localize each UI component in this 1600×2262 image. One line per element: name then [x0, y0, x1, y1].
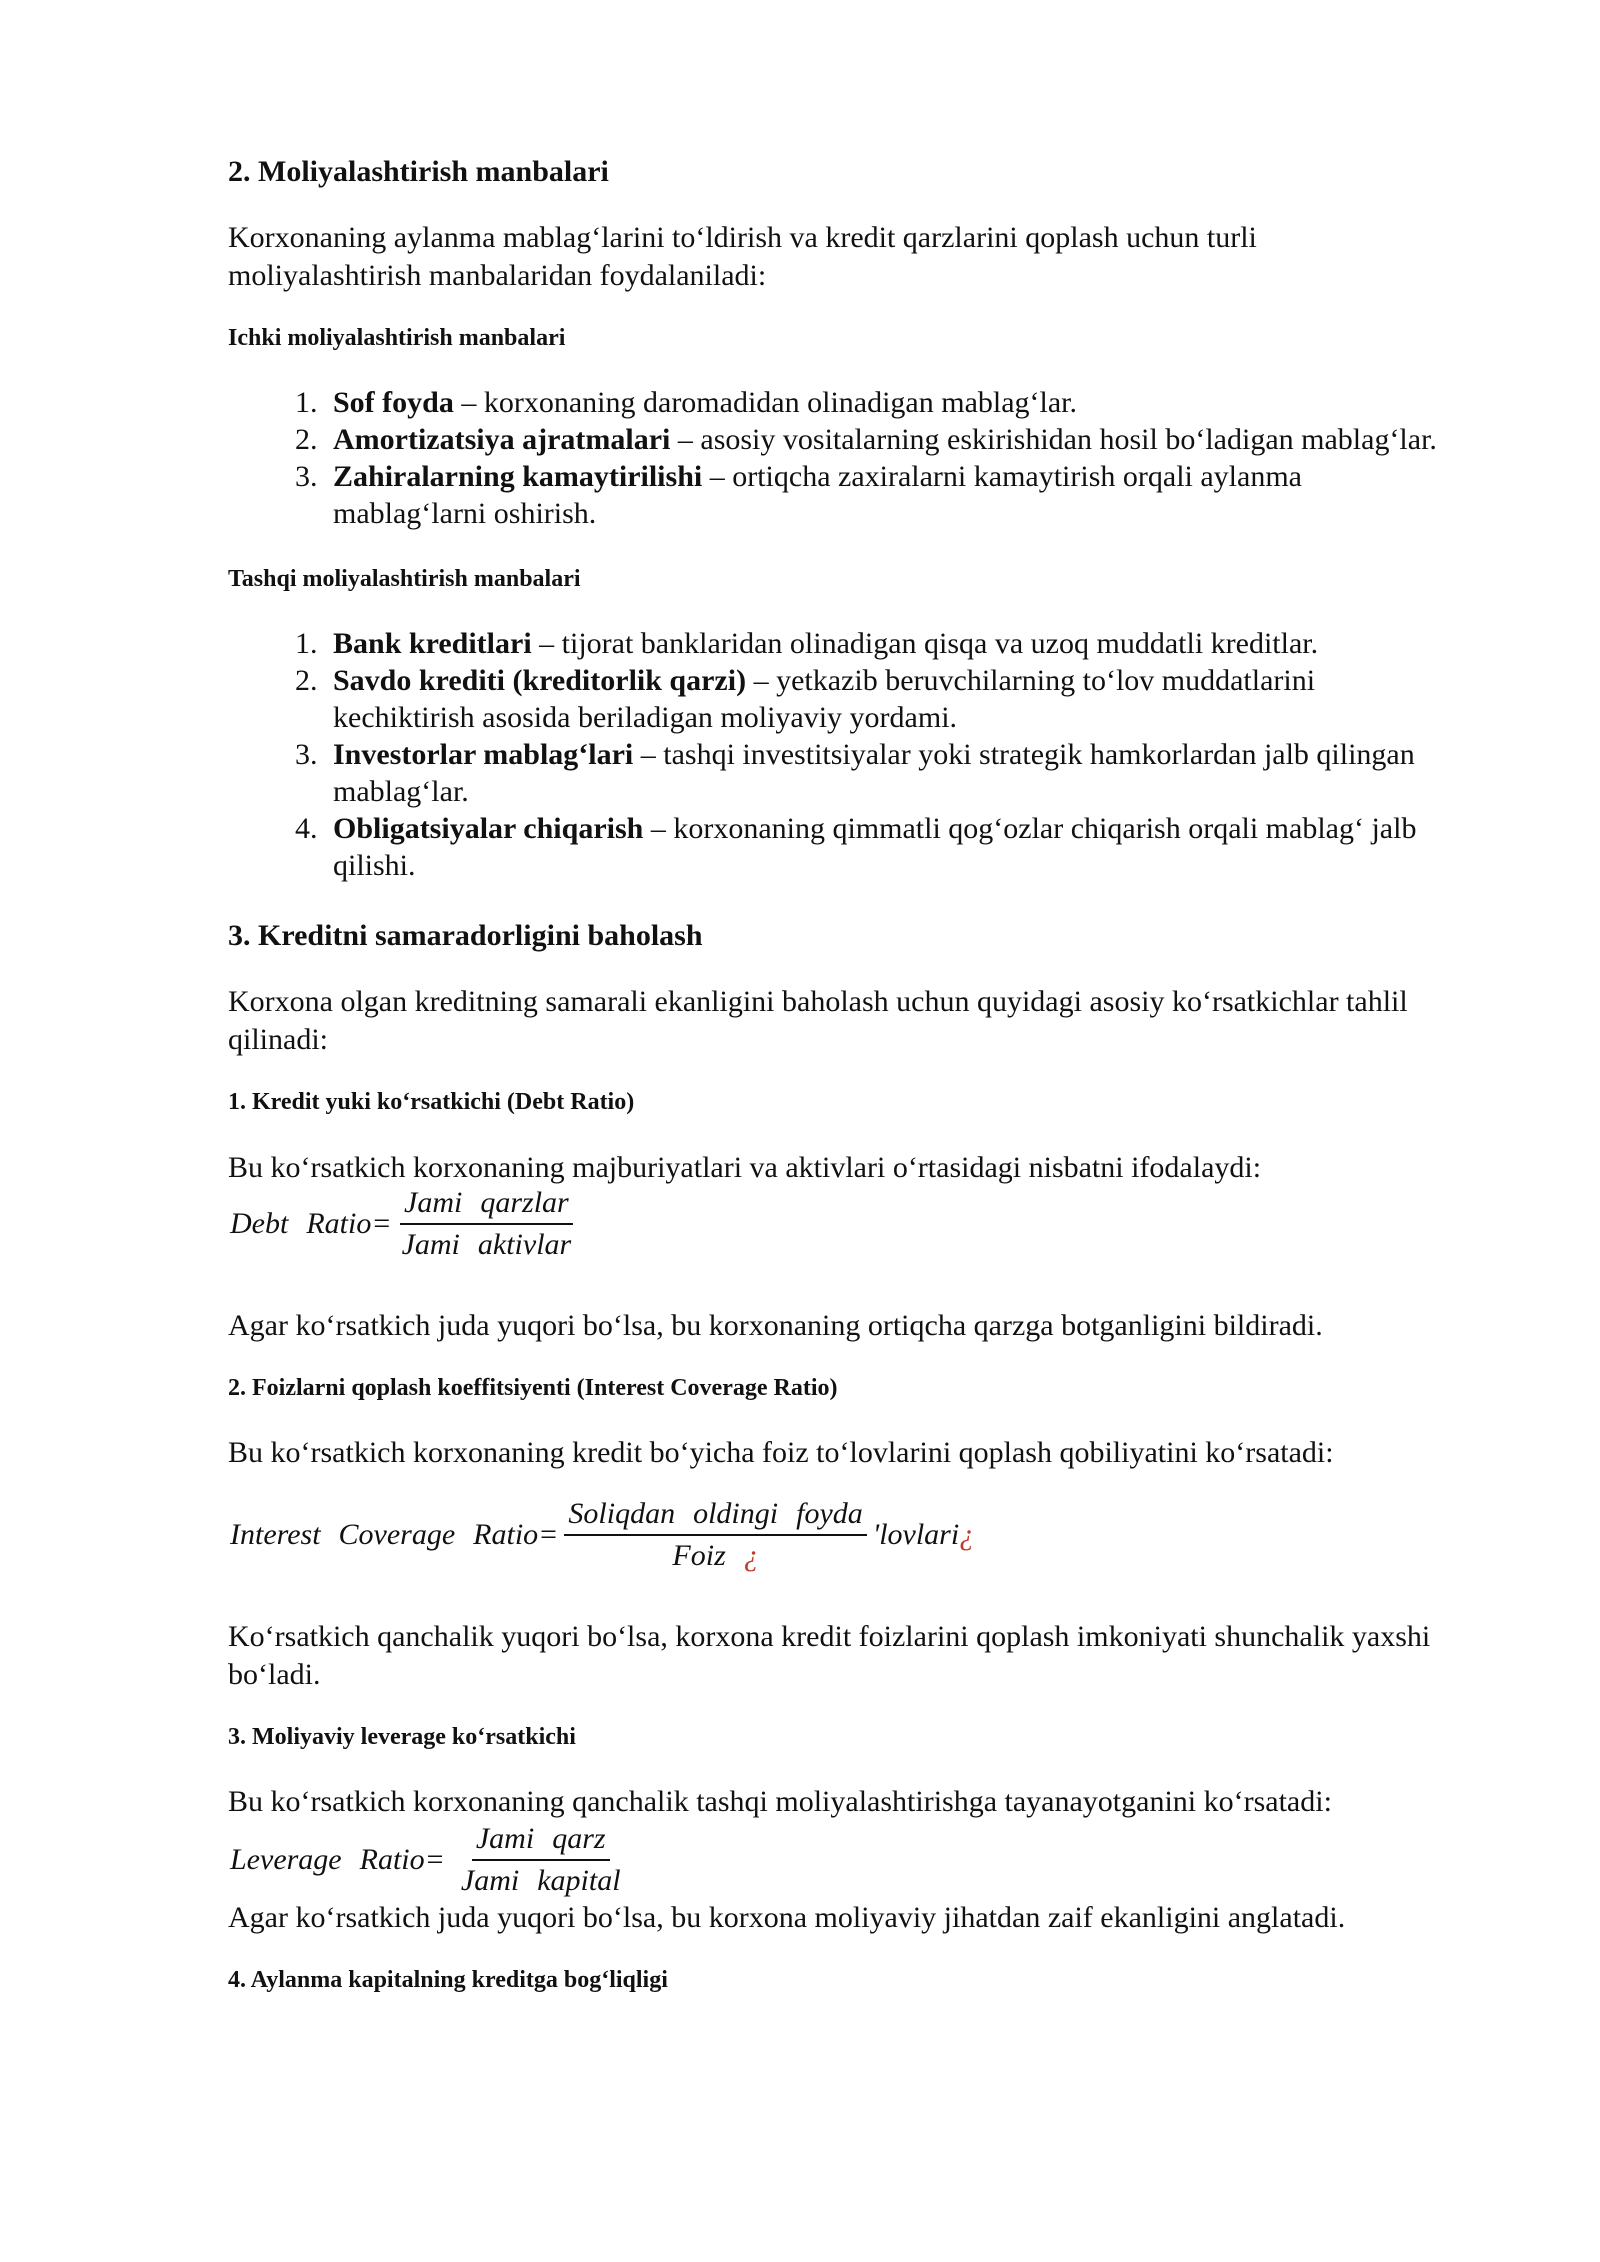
external-sources-list: [228, 625, 1443, 884]
section-3-intro: Korxona olgan kreditning samarali ekanligini baholash uchun quyidagi asosiy ko‘rsatkichlar tahlil qilinadi:: [228, 985, 1408, 1057]
debt-ratio-text: Bu ko‘rsatkich korxonaning majburiyatlari va aktivlari o‘rtasidagi nisbatni ifodalaydi:: [228, 1150, 1262, 1184]
leverage-formula: [230, 1821, 1443, 1899]
formula-denominator: [398, 1225, 576, 1263]
list-item-term: Obligatsiyalar chiqarish: [333, 812, 644, 846]
section-2-title: 2. Moliyalashtirish manbalari: [228, 155, 609, 188]
list-item-desc: – yetkazib beruvchilarning to‘lov muddatlarini kechiktirish asosida beriladigan moliyaviy yordami.: [333, 664, 1316, 735]
interest-coverage-title: 2. Foizlarni qoplash koeffitsiyenti (Interest Coverage Ratio): [228, 1374, 838, 1401]
formula-fraction: [398, 1185, 576, 1263]
formula-term: Jami: [460, 1863, 520, 1897]
list-item: [325, 384, 1443, 421]
formula-equals: =: [371, 1206, 392, 1240]
formula-term: kapital: [537, 1863, 621, 1897]
formula-tail: ¿: [959, 1517, 975, 1551]
interest-coverage-text: Bu ko‘rsatkich korxonaning kredit bo‘yicha foiz to‘lovlarini qoplash qobiliyatini ko‘rsatadi:: [228, 1435, 1334, 1469]
list-item: [325, 458, 1443, 532]
list-item-term: Bank kreditlari: [333, 627, 532, 661]
formula-term: qarz: [552, 1821, 606, 1855]
list-item-term: Investorlar mablag‘lari: [333, 738, 634, 772]
formula-equals: =: [424, 1842, 445, 1876]
formula-term: Soliqdan: [568, 1496, 676, 1530]
debt-ratio-note: Agar ko‘rsatkich juda yuqori bo‘lsa, bu korxonaning ortiqcha qarzga botganligini bildiradi.: [228, 1308, 1323, 1342]
formula-equals: =: [538, 1517, 559, 1551]
list-item-desc: – korxonaning qimmatli qog‘ozlar chiqarish orqali mablag‘ jalb qilishi.: [333, 812, 1417, 883]
formula-term: ¿: [743, 1538, 759, 1572]
formula-tail: ': [872, 1517, 880, 1551]
internal-sources-list: [228, 384, 1443, 532]
list-item: [325, 662, 1443, 736]
formula-numerator: [564, 1496, 866, 1536]
list-item: [325, 736, 1443, 810]
formula-lhs: Debt: [230, 1206, 289, 1240]
list-item: [325, 810, 1443, 884]
formula-term: Jami: [404, 1185, 463, 1219]
formula-term: foyda: [796, 1496, 863, 1530]
list-item-desc: – tashqi investitsiyalar yoki strategik hamkorlardan jalb qilingan mablag‘lar.: [333, 738, 1415, 809]
interest-coverage-note: Ko‘rsatkich qanchalik yuqori bo‘lsa, korxona kredit foizlarini qoplash imkoniyati shunchalik yaxshi bo‘ladi.: [228, 1619, 1431, 1691]
internal-sources-title: Ichki moliyalashtirish manbalari: [228, 325, 566, 351]
list-item-desc: – korxonaning daromadidan olinadigan mablag‘lar.: [453, 386, 1078, 420]
formula-numerator: [400, 1185, 573, 1225]
list-item-term: Sof foyda: [333, 386, 454, 420]
debt-ratio-title: 1. Kredit yuki ko‘rsatkichi (Debt Ratio): [228, 1089, 635, 1116]
formula-fraction: [457, 1821, 625, 1899]
formula-lhs: Ratio: [473, 1517, 539, 1551]
list-item-term: Zahiralarning kamaytirilishi: [333, 460, 703, 494]
formula-term: Jami: [401, 1227, 460, 1261]
formula-term: oldingi: [693, 1496, 779, 1530]
list-item-desc: – asosiy vositalarning eskirishidan hosil bo‘ladigan mablag‘lar.: [670, 423, 1437, 457]
formula-lhs: Coverage: [338, 1517, 456, 1551]
list-item-term: Amortizatsiya ajratmalari: [333, 423, 671, 457]
document-page: [228, 140, 1443, 2026]
formula-lhs: Leverage: [230, 1842, 342, 1876]
formula-term: Jami: [475, 1821, 535, 1855]
formula-fraction: [564, 1496, 866, 1574]
formula-lhs: Ratio: [306, 1206, 372, 1240]
debt-ratio-formula: [230, 1185, 1443, 1263]
formula-denominator: [457, 1861, 625, 1899]
leverage-note: Agar ko‘rsatkich juda yuqori bo‘lsa, bu korxona moliyaviy jihatdan zaif ekanligini anglatadi.: [228, 1900, 1346, 1934]
leverage-title: 3. Moliyaviy leverage ko‘rsatkichi: [228, 1723, 576, 1750]
section-2-intro: Korxonaning aylanma mablag‘larini to‘ldirish va kredit qarzlarini qoplash uchun turli moliyalashtirish manbalaridan foydalaniladi:: [228, 221, 1257, 292]
formula-denominator: [668, 1536, 762, 1574]
formula-term: Foiz: [672, 1538, 726, 1572]
working-capital-title: 4. Aylanma kapitalning kreditga bog‘liqligi: [228, 1966, 668, 1993]
leverage-text: Bu ko‘rsatkich korxonaning qanchalik tashqi moliyalashtirishga tayanayotganini ko‘rsatadi:: [228, 1784, 1332, 1818]
list-item-term: Savdo krediti (kreditorlik qarzi): [333, 664, 747, 698]
list-item: [325, 625, 1443, 662]
interest-coverage-formula: [230, 1496, 1443, 1574]
section-3-title: 3. Kreditni samaradorligini baholash: [228, 919, 703, 953]
external-sources-title: Tashqi moliyalashtirish manbalari: [228, 566, 581, 593]
formula-numerator: [472, 1821, 610, 1861]
formula-lhs: Ratio: [359, 1842, 425, 1876]
formula-term: qarzlar: [480, 1185, 569, 1219]
formula-term: aktivlar: [477, 1227, 572, 1261]
list-item: [325, 421, 1443, 458]
formula-tail: lovlari: [879, 1517, 960, 1551]
list-item-desc: – ortiqcha zaxiralarni kamaytirish orqali aylanma mablag‘larni oshirish.: [333, 460, 1302, 531]
formula-lhs: Interest: [230, 1517, 321, 1551]
list-item-desc: – tijorat banklaridan olinadigan qisqa va uzoq muddatli kreditlar.: [531, 627, 1319, 661]
